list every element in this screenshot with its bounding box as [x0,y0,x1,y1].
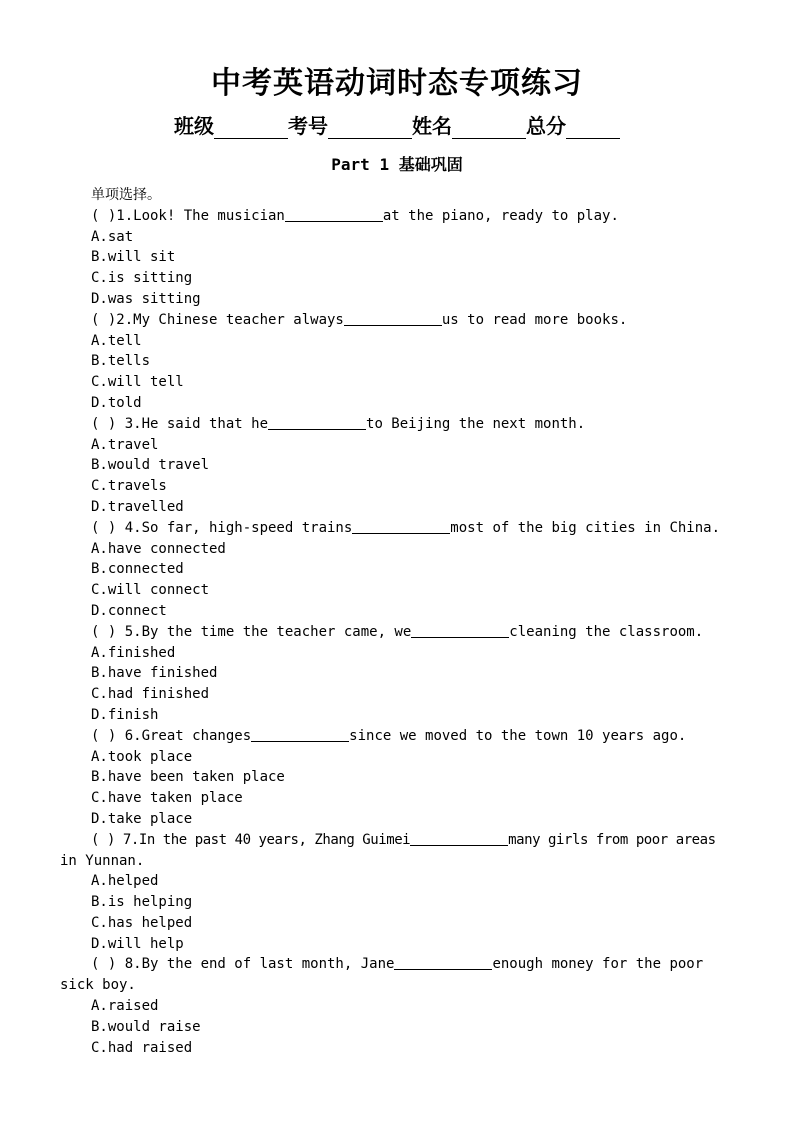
option-6d: D.take place [91,810,193,827]
student-info-row [0,110,794,139]
section-label: 单项选择。 [91,187,161,203]
question-7-text: ( ) 7.In the past 40 years, Zhang Guimei [91,831,411,848]
question-7-continuation: in Yunnan. [60,852,145,869]
option-8a: A.raised [91,998,159,1015]
question-6-text: ( ) 6.Great changes [91,727,252,744]
class-label: 班级 [174,114,214,138]
question-2 [60,310,732,331]
option-2a: A.tell [91,332,142,349]
question-6-tail: since we moved to the town 10 years ago. [349,727,687,744]
question-1-text: ( )1.Look! The musician [91,207,285,224]
question-8-text: ( ) 8.By the end of last month, Jane [91,956,395,973]
option-7d: D.will help [91,935,184,952]
answer-blank-7[interactable] [410,831,508,846]
question-2-tail: us to read more books. [441,311,628,328]
question-8-continuation: sick boy. [60,977,136,994]
question-3-tail: to Beijing the next month. [366,415,586,432]
question-8-tail: enough money for the poor [492,956,704,973]
option-5b: B.have finished [91,665,218,682]
option-2b: B.tells [91,353,151,370]
score-blank[interactable] [566,118,620,139]
name-blank[interactable] [452,118,526,139]
option-4c: C.will connect [91,582,210,599]
option-2d: D.told [91,394,142,411]
question-4-tail: most of the big cities in China. [450,519,721,536]
option-5a: A.finished [91,644,176,661]
answer-blank-1[interactable] [285,207,383,222]
option-5c: C.had finished [91,686,210,703]
option-7b: B.is helping [91,894,193,911]
question-5 [60,622,732,643]
class-blank[interactable] [214,118,288,139]
question-2-text: ( )2.My Chinese teacher always [91,311,344,328]
option-3b: B.would travel [91,457,210,474]
answer-blank-4[interactable] [352,519,450,534]
answer-blank-8[interactable] [394,955,492,970]
option-4b: B.connected [91,561,184,578]
option-3c: C.travels [91,478,167,495]
option-8c: C.had raised [91,1039,193,1056]
question-4 [60,518,732,539]
option-6a: A.took place [91,748,193,765]
option-6b: B.have been taken place [91,769,285,786]
question-5-text: ( ) 5.By the time the teacher came, we [91,623,412,640]
option-1c: C.is sitting [91,270,193,287]
question-4-text: ( ) 4.So far, high-speed trains [91,519,353,536]
question-3-text: ( ) 3.He said that he [91,415,269,432]
option-8b: B.would raise [91,1018,201,1035]
score-label: 总分 [526,114,566,138]
part-heading: Part 1 基础巩固 [331,155,463,174]
question-7-tail: many girls from poor areas [508,831,716,848]
question-7 [60,830,732,851]
answer-blank-2[interactable] [344,311,442,326]
question-6 [60,726,732,747]
question-5-tail: cleaning the classroom. [509,623,704,640]
option-4a: A.have connected [91,540,226,557]
exam-no-blank[interactable] [328,118,412,139]
question-1 [60,206,732,227]
option-3d: D.travelled [91,498,184,515]
option-5d: D.finish [91,706,159,723]
option-7c: C.has helped [91,914,193,931]
exam-no-label: 考号 [288,114,328,138]
answer-blank-3[interactable] [268,415,366,430]
question-3 [60,414,732,435]
page-title: 中考英语动词时态专项练习 [211,66,583,101]
option-2c: C.will tell [91,374,184,391]
name-label: 姓名 [412,114,452,138]
answer-blank-6[interactable] [251,727,349,742]
question-list [60,185,732,1058]
option-6c: C.have taken place [91,790,243,807]
question-8 [60,954,732,975]
question-1-tail: at the piano, ready to play. [382,207,619,224]
option-1b: B.will sit [91,249,176,266]
option-7a: A.helped [91,873,159,890]
option-3a: A.travel [91,436,159,453]
option-4d: D.connect [91,602,167,619]
option-1a: A.sat [91,228,134,245]
answer-blank-5[interactable] [411,623,509,638]
option-1d: D.was sitting [91,290,201,307]
